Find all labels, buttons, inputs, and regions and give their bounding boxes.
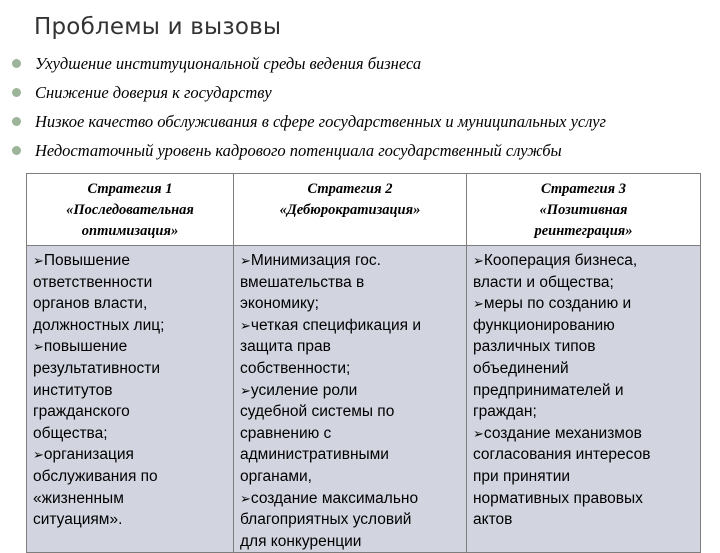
measure-line (473, 358, 694, 380)
measure-line (240, 488, 460, 510)
arrow-bullet-icon: ➢ (240, 382, 251, 398)
measure-line (240, 315, 460, 337)
measure-text: Кооперация бизнеса, (483, 252, 638, 269)
measure-line (473, 250, 694, 272)
measure-text: объединений (473, 359, 569, 377)
measure-text: функционированию (473, 316, 615, 334)
strategy-3-name: Стратегия 3 (541, 181, 626, 197)
strategies-table (26, 173, 701, 553)
bullet-text: Низкое качество обслуживания в сфере государственных и муниципальных услуг (35, 112, 606, 131)
table-header-row (27, 174, 701, 246)
measure-line (240, 380, 460, 402)
arrow-bullet-icon: ➢ (33, 447, 44, 463)
measure-text: органов власти, (33, 295, 148, 313)
measure-line (473, 315, 694, 337)
strategy-1-title: оптимизация» (81, 223, 179, 239)
measure-text: различных типов (473, 338, 596, 356)
strategy-3-header (467, 174, 701, 246)
arrow-bullet-icon: ➢ (240, 490, 251, 506)
measure-text: экономику; (240, 295, 319, 313)
measure-line (240, 509, 460, 531)
bullet-item (0, 139, 720, 168)
measure-line (473, 509, 694, 531)
measure-line (240, 358, 460, 380)
measure-line (33, 358, 227, 380)
measure-text: институтов (33, 381, 113, 399)
strategy-2-title: «Дебюрократизация» (279, 202, 421, 218)
measure-text: повышение (43, 338, 128, 356)
measure-text: обслуживания по (33, 467, 158, 485)
measure-text: ситуациям». (33, 511, 123, 529)
measure-text: общества; (33, 424, 108, 442)
bullet-item (0, 81, 720, 110)
measure-line (473, 423, 694, 445)
measure-text: граждан; (473, 403, 537, 421)
strategy-1-name: Стратегия 1 (87, 181, 173, 197)
measure-text: меры по созданию и (483, 295, 632, 313)
measure-line (33, 466, 227, 488)
measure-line (240, 250, 460, 272)
strategy-3-title: «Позитивная (539, 202, 628, 218)
bullet-item (0, 110, 720, 139)
measure-line (473, 336, 694, 358)
measure-text: усиление роли (250, 381, 358, 399)
arrow-bullet-icon: ➢ (473, 253, 484, 268)
strategy-2-header (234, 174, 467, 246)
strategy-2-name: Стратегия 2 (307, 181, 393, 197)
measure-line (473, 444, 694, 466)
measure-line (33, 488, 227, 510)
measure-text: ответственности (33, 273, 153, 291)
measure-line (33, 293, 227, 315)
measure-line (473, 488, 694, 510)
strategy-1-header (27, 174, 234, 246)
bullet-list (0, 52, 720, 168)
measure-line (240, 293, 460, 315)
measure-line (473, 272, 694, 294)
bullet-item (0, 52, 720, 81)
measure-line (240, 272, 460, 294)
measure-text: Минимизация гос. (250, 252, 381, 269)
measure-line (473, 380, 694, 402)
measure-text: нормативных правовых (473, 489, 643, 507)
measure-text: «жизненным (33, 489, 124, 507)
measure-text: благоприятных условий (240, 511, 412, 529)
measure-line (240, 336, 460, 358)
measure-line (240, 466, 460, 488)
measure-text: создание механизмов (483, 424, 642, 442)
arrow-bullet-icon: ➢ (240, 317, 251, 333)
measure-text: должностных лиц; (33, 316, 165, 334)
measure-text: защита прав (240, 338, 331, 356)
measure-line (473, 401, 694, 423)
bullet-dot-icon (12, 59, 21, 68)
strategy-3-measures (467, 246, 701, 553)
measure-text: сравнению с (240, 424, 332, 442)
measure-line (33, 444, 227, 466)
bullet-dot-icon (12, 88, 21, 97)
measure-text: организация (43, 446, 134, 464)
strategy-2-measures (234, 246, 467, 553)
arrow-bullet-icon: ➢ (473, 296, 484, 312)
bullet-text: Ухудшение институциональной среды ведения бизнеса (35, 54, 422, 73)
measure-line (33, 423, 227, 445)
measure-line (240, 423, 460, 445)
strategy-1-measures (27, 246, 234, 553)
arrow-bullet-icon: ➢ (33, 339, 44, 355)
measure-line (33, 401, 227, 423)
measure-text: предпринимателей и (473, 381, 624, 399)
measure-text: органами, (240, 467, 312, 485)
measure-text: судебной системы по (240, 403, 395, 421)
measure-text: для конкуренции (240, 532, 362, 550)
measure-line (33, 509, 227, 531)
bullet-dot-icon (12, 146, 21, 155)
measure-text: вмешательства в (240, 273, 365, 291)
measure-text: актов (473, 511, 513, 529)
arrow-bullet-icon: ➢ (240, 253, 251, 268)
measure-text: при принятии (473, 467, 571, 485)
strategy-1-title: «Последовательная (66, 202, 194, 218)
bullet-dot-icon (12, 117, 21, 126)
measure-text: создание максимально (250, 489, 419, 507)
bullet-text: Недостаточный уровень кадрового потенциала государственный службы (35, 141, 562, 160)
measure-line (473, 293, 694, 315)
measure-text: четкая спецификация и (250, 316, 421, 334)
bullet-text: Снижение доверия к государству (35, 83, 272, 102)
arrow-bullet-icon: ➢ (33, 253, 44, 268)
measure-text: собственности; (240, 359, 351, 377)
measure-text: согласования интересов (473, 446, 651, 464)
measure-text: гражданского (33, 403, 130, 421)
measure-text: власти и общества; (473, 273, 614, 291)
measure-line (33, 380, 227, 402)
arrow-bullet-icon: ➢ (473, 425, 484, 441)
table-body-row (27, 246, 701, 553)
measure-text: Повышение (43, 252, 130, 269)
measure-line (240, 444, 460, 466)
measure-line (33, 272, 227, 294)
measure-line (33, 315, 227, 337)
measure-text: результативности (33, 359, 161, 377)
measure-line (240, 401, 460, 423)
measure-line (473, 466, 694, 488)
measure-text: административными (240, 446, 389, 464)
slide-title: Проблемы и вызовы (34, 14, 282, 40)
measure-line (240, 531, 460, 553)
strategy-3-title: реинтеграция» (534, 223, 633, 239)
measure-line (33, 250, 227, 272)
measure-line (33, 336, 227, 358)
